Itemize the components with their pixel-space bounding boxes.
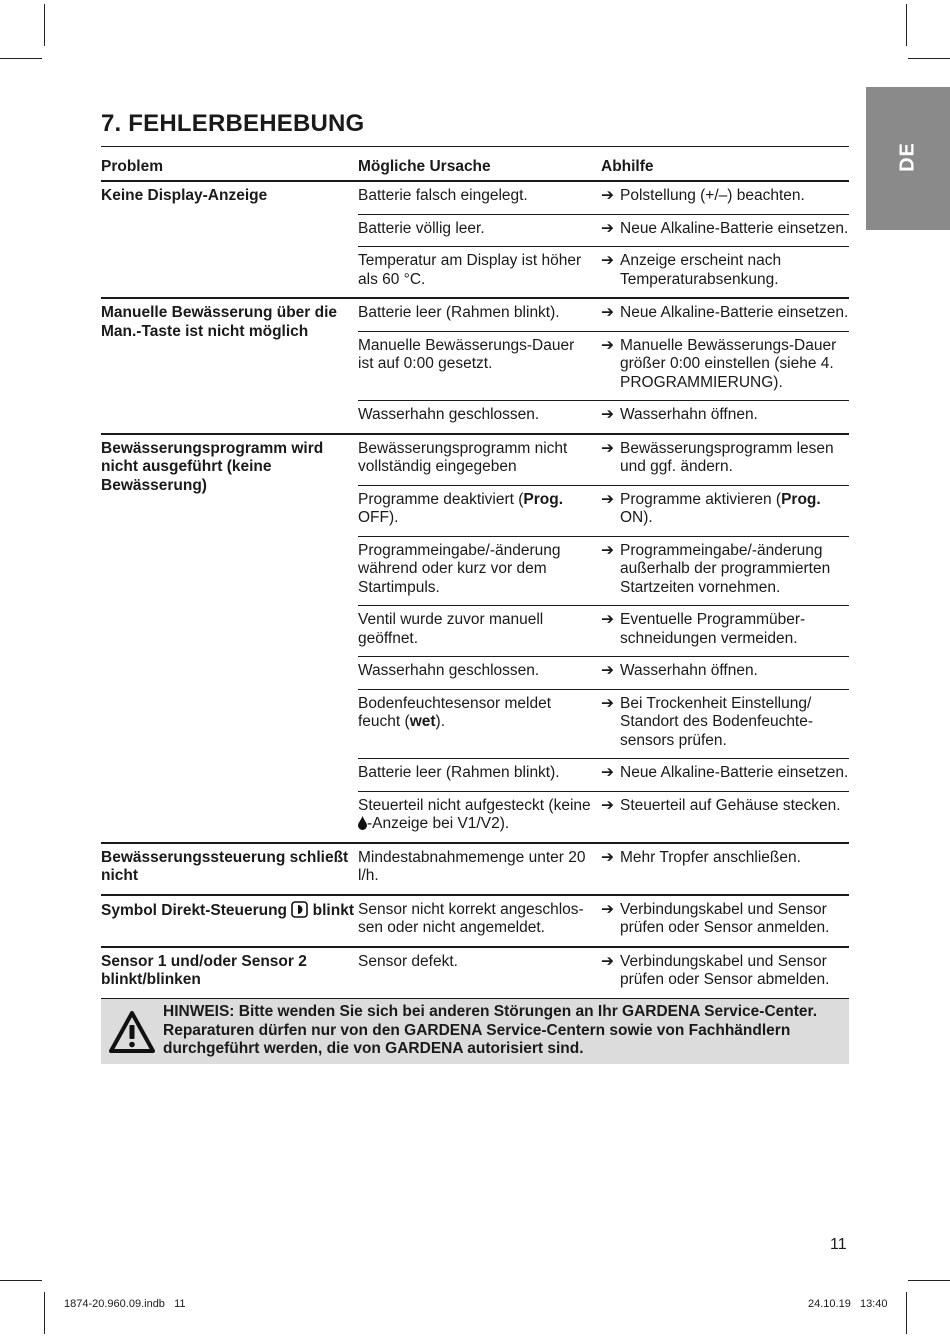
remedy-cell [601,252,849,289]
table-group [101,435,849,844]
remedy-text: Programmeingabe/-änderung außerhalb der programmierten Startzeiten vornehmen. [620,541,831,596]
remedy-text: Wasserhahn öffnen. [620,662,758,679]
remedy-cell [601,220,849,239]
direct-control-icon [291,901,308,918]
arrow-icon: ➔ [601,611,614,628]
remedy-text: Verbindungskabel und Sensor prüfen oder Sensor abmelden. [620,952,830,988]
arrow-icon: ➔ [601,490,614,508]
remedy-cell [601,337,849,393]
arrow-icon: ➔ [601,900,614,918]
remedy-text: Neue Alkaline-Batterie einsetzen. [620,219,849,237]
cause-cell: Batterie völlig leer. [358,219,485,237]
cause-cell: Mindestabnahmemenge unter 20 l/h. [358,848,586,884]
cause-cell: Sensor nicht korrekt angeschlos-sen oder nicht angemeldet. [358,900,584,936]
header-remedy: Abhilfe [601,157,654,175]
remedy-text: Wasserhahn öffnen. [620,406,758,423]
remedy-cell [601,849,849,886]
table-row [358,657,849,690]
cause-cell: Bodenfeuchtesensor meldet feucht (wet). [358,694,552,730]
table-row [358,182,849,215]
remedy-cell [601,187,849,206]
problem-cell: Sensor 1 und/oder Sensor 2 blinkt/blinken [101,952,307,988]
arrow-icon: ➔ [601,541,614,559]
crop-mark [44,1292,45,1334]
cause-remedy-rows [358,896,849,946]
remedy-cell [601,611,849,648]
arrow-icon: ➔ [601,796,614,814]
table-row [358,332,849,402]
remedy-cell [601,662,849,681]
cause-cell: Manuelle Bewässerungs-Dauer ist auf 0:00 gesetzt. [358,336,575,372]
remedy-text: Bei Trockenheit Einstellung/ Standort des Bodenfeuchte-sensors prüfen. [620,694,814,749]
table-row [358,844,849,894]
crop-mark [44,4,45,46]
footer-date: 24.10.19 13:40 [808,1298,888,1310]
cause-cell: Ventil wurde zuvor manuell geöffnet. [358,611,544,647]
remedy-text: Anzeige erscheint nach Temperaturabsenkung. [620,252,782,288]
remedy-cell [601,304,849,323]
problem-cell: Manuelle Bewässerung über die Man.-Taste ist nicht möglich [101,304,338,340]
table-group [101,896,849,948]
remedy-text: Verbindungskabel und Sensor prüfen oder Sensor anmelden. [620,900,830,936]
header-cause: Mögliche Ursache [358,157,491,175]
note-text: HINWEIS: Bitte wenden Sie sich bei anderen Störungen an Ihr GARDENA Service-Center. Reparaturen dürfen nur von den GARDENA Service-Centern sowie von Fachhändlern durchgeführt werden, die von GARDENA autorisiert sind. [163,1003,817,1057]
cause-remedy-rows [358,182,849,297]
remedy-cell [601,901,849,938]
crop-mark [0,58,42,59]
crop-mark [908,58,950,59]
remedy-cell [601,695,849,751]
warning-triangle-icon [101,999,163,1064]
table-row [358,435,849,486]
table-row [358,537,849,607]
cause-cell: Temperatur am Display ist höher als 60 °C. [358,252,582,288]
footer-file: 1874-20.960.09.indb 11 [64,1298,186,1310]
table-body [101,182,849,1000]
table-row [358,896,849,946]
crop-mark [906,1292,907,1334]
remedy-text: Steuerteil auf Gehäuse stecken. [620,796,841,814]
page-number: 11 [830,1236,847,1253]
remedy-cell [601,797,849,834]
arrow-icon: ➔ [601,187,614,204]
cause-cell: Wasserhahn geschlossen. [358,406,540,423]
crop-mark [906,4,907,46]
arrow-icon: ➔ [601,694,614,712]
table-row [358,215,849,248]
table-row [358,792,849,842]
table-row [358,486,849,537]
warning-note [101,999,849,1064]
table-row [358,606,849,657]
language-tab-label: DE [896,142,919,172]
remedy-text: Bewässerungsprogramm lesen und ggf. ändern. [620,439,834,475]
remedy-cell [601,542,849,598]
cause-cell: Batterie leer (Rahmen blinkt). [358,304,560,321]
table-row [358,299,849,332]
water-drop-icon [358,816,367,830]
cause-remedy-rows [358,299,849,433]
table-row [358,948,849,998]
problem-cell: Symbol Direkt-Steuerung blinkt [101,901,354,919]
remedy-text: Manuelle Bewässerungs-Dauer größer 0:00 einstellen (siehe 4. PROGRAMMIERUNG). [620,336,837,391]
cause-cell: Wasserhahn geschlossen. [358,662,540,679]
table-group [101,182,849,299]
header-problem: Problem [101,157,164,175]
arrow-icon: ➔ [601,219,614,237]
remedy-cell [601,953,849,990]
cause-cell: Programmeingabe/-änderung während oder kurz vor dem Startimpuls. [358,541,561,596]
remedy-text: Neue Alkaline-Batterie einsetzen. [620,764,849,781]
problem-cell: Keine Display-Anzeige [101,187,268,204]
table-group [101,299,849,435]
table-row [358,759,849,792]
arrow-icon: ➔ [601,439,614,457]
remedy-cell [601,406,849,425]
problem-cell: Bewässerungsprogramm wird nicht ausgeführt (keine Bewässerung) [101,439,324,494]
remedy-text: Programme aktivieren (Prog. ON). [620,490,821,526]
cause-cell: Batterie leer (Rahmen blinkt). [358,764,560,781]
table-header [101,146,849,182]
page-title: 7. FEHLERBEHEBUNG [101,110,365,137]
arrow-icon: ➔ [601,336,614,354]
remedy-cell [601,440,849,477]
cause-cell: Bewässerungsprogramm nicht vollständig eingegeben [358,439,568,475]
arrow-icon: ➔ [601,848,614,866]
remedy-cell [601,764,849,783]
remedy-text: Eventuelle Programmüber-schneidungen vermeiden. [620,611,806,647]
cause-remedy-rows [358,844,849,894]
cause-remedy-rows [358,948,849,998]
crop-mark [0,1280,42,1281]
remedy-text: Mehr Tropfer anschließen. [620,848,801,866]
problem-cell: Bewässerungssteuerung schließt nicht [101,848,349,884]
remedy-cell [601,491,849,528]
remedy-text: Polstellung (+/–) beachten. [620,187,805,204]
remedy-text: Neue Alkaline-Batterie einsetzen. [620,304,849,321]
table-row [358,247,849,297]
cause-cell: Batterie falsch eingelegt. [358,187,528,204]
arrow-icon: ➔ [601,764,614,781]
crop-mark [908,1280,950,1281]
cause-cell: Steuerteil nicht aufgesteckt (keine -Anzeige bei V1/V2). [358,796,591,832]
troubleshooting-table [101,146,849,1000]
cause-cell: Programme deaktiviert (Prog. OFF). [358,490,564,526]
table-row [358,690,849,760]
table-row [358,401,849,433]
table-group [101,948,849,1000]
arrow-icon: ➔ [601,406,614,423]
arrow-icon: ➔ [601,952,614,970]
arrow-icon: ➔ [601,252,614,269]
arrow-icon: ➔ [601,304,614,321]
arrow-icon: ➔ [601,662,614,679]
cause-cell: Sensor defekt. [358,952,458,970]
cause-remedy-rows [358,435,849,842]
table-group [101,844,849,896]
language-tab [866,87,950,230]
